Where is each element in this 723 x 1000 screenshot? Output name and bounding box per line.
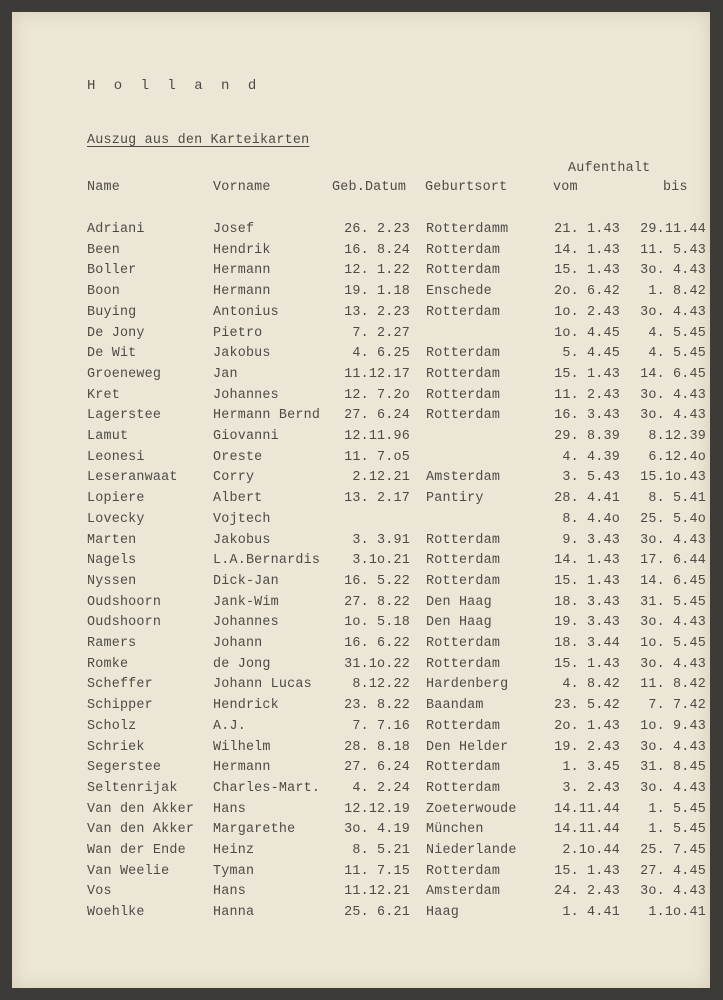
header-name: Name (87, 180, 120, 195)
cell-bis: 4. 5.45 (648, 326, 706, 341)
cell-geburtsort: Den Haag (426, 615, 492, 630)
cell-name: Schriek (87, 740, 145, 755)
cell-vom: 14. 1.43 (554, 553, 620, 568)
cell-vom: 3. 5.43 (562, 470, 620, 485)
cell-name: Leseranwaat (87, 470, 178, 485)
cell-geburtsort: Rotterdam (426, 553, 501, 568)
cell-geburtsort: Rotterdam (426, 864, 501, 879)
cell-geb-datum: 7. 2.27 (352, 326, 410, 341)
cell-geb-datum: 27. 8.22 (344, 595, 410, 610)
cell-name: Seltenrijak (87, 781, 178, 796)
page-subtitle: Auszug aus den Karteikarten (87, 133, 310, 148)
cell-vorname: Pietro (213, 326, 263, 341)
cell-vorname: Johann (213, 636, 263, 651)
cell-name: Vos (87, 884, 112, 899)
cell-vom: 29. 8.39 (554, 429, 620, 444)
cell-geburtsort: Rotterdam (426, 760, 501, 775)
cell-geb-datum: 27. 6.24 (344, 760, 410, 775)
cell-name: Schipper (87, 698, 153, 713)
cell-geb-datum: 16. 6.22 (344, 636, 410, 651)
cell-geburtsort: Rotterdam (426, 243, 501, 258)
cell-vom: 1. 3.45 (562, 760, 620, 775)
cell-vorname: Hermann (213, 760, 271, 775)
cell-geb-datum: 25. 6.21 (344, 905, 410, 920)
cell-vorname: Antonius (213, 305, 279, 320)
cell-vorname: Hendrick (213, 698, 279, 713)
cell-vom: 18. 3.43 (554, 595, 620, 610)
cell-name: Buying (87, 305, 137, 320)
cell-geb-datum: 26. 2.23 (344, 222, 410, 237)
cell-geburtsort: Amsterdam (426, 884, 501, 899)
cell-geburtsort: Rotterdam (426, 636, 501, 651)
cell-bis: 7. 7.42 (648, 698, 706, 713)
cell-vom: 14.11.44 (554, 802, 620, 817)
cell-vorname: Charles-Mart. (213, 781, 321, 796)
cell-vom: 2o. 1.43 (554, 719, 620, 734)
cell-geburtsort: Rotterdam (426, 574, 501, 589)
cell-vorname: Hanna (213, 905, 255, 920)
cell-bis: 15.1o.43 (640, 470, 706, 485)
cell-name: Marten (87, 533, 137, 548)
cell-geburtsort: Zoeterwoude (426, 802, 517, 817)
cell-vorname: Dick-Jan (213, 574, 279, 589)
cell-vom: 2o. 6.42 (554, 284, 620, 299)
cell-geb-datum: 3.1o.21 (352, 553, 410, 568)
header-geb-datum: Geb.Datum (332, 180, 407, 195)
cell-vom: 4. 8.42 (562, 677, 620, 692)
cell-vom: 15. 1.43 (554, 263, 620, 278)
cell-bis: 1. 8.42 (648, 284, 706, 299)
cell-name: Been (87, 243, 120, 258)
cell-bis: 3o. 4.43 (640, 388, 706, 403)
cell-vorname: Oreste (213, 450, 263, 465)
cell-geb-datum: 8. 5.21 (352, 843, 410, 858)
cell-geb-datum: 4. 2.24 (352, 781, 410, 796)
cell-bis: 1o. 9.43 (640, 719, 706, 734)
cell-name: Nagels (87, 553, 137, 568)
cell-bis: 14. 6.45 (640, 367, 706, 382)
cell-vorname: Hermann Bernd (213, 408, 321, 423)
cell-vom: 15. 1.43 (554, 574, 620, 589)
cell-geb-datum: 11.12.17 (344, 367, 410, 382)
cell-bis: 3o. 4.43 (640, 533, 706, 548)
cell-vorname: Johannes (213, 388, 279, 403)
cell-name: Oudshoorn (87, 595, 162, 610)
cell-geburtsort: Haag (426, 905, 459, 920)
cell-bis: 14. 6.45 (640, 574, 706, 589)
cell-geburtsort: Enschede (426, 284, 492, 299)
cell-geb-datum: 7. 7.16 (352, 719, 410, 734)
cell-name: Boller (87, 263, 137, 278)
cell-vom: 1o. 4.45 (554, 326, 620, 341)
cell-vorname: Giovanni (213, 429, 279, 444)
cell-bis: 1. 5.45 (648, 822, 706, 837)
cell-geb-datum: 16. 5.22 (344, 574, 410, 589)
cell-vom: 14. 1.43 (554, 243, 620, 258)
cell-vorname: Heinz (213, 843, 255, 858)
cell-name: Lagerstee (87, 408, 162, 423)
cell-name: Romke (87, 657, 129, 672)
cell-vom: 15. 1.43 (554, 657, 620, 672)
cell-name: Groeneweg (87, 367, 162, 382)
cell-vorname: A.J. (213, 719, 246, 734)
cell-geb-datum: 8.12.22 (352, 677, 410, 692)
cell-geb-datum: 16. 8.24 (344, 243, 410, 258)
cell-name: Van Weelie (87, 864, 170, 879)
document-page (12, 12, 710, 988)
cell-vom: 23. 5.42 (554, 698, 620, 713)
cell-vorname: Margarethe (213, 822, 296, 837)
cell-name: Ramers (87, 636, 137, 651)
header-vom: vom (553, 180, 578, 195)
cell-geburtsort: Pantiry (426, 491, 484, 506)
cell-name: Scholz (87, 719, 137, 734)
cell-bis: 11. 8.42 (640, 677, 706, 692)
cell-name: Woehlke (87, 905, 145, 920)
cell-geburtsort: Rotterdamm (426, 222, 509, 237)
cell-vorname: Hermann (213, 263, 271, 278)
cell-geburtsort: Rotterdam (426, 346, 501, 361)
cell-name: Lamut (87, 429, 129, 444)
cell-geb-datum: 11. 7.15 (344, 864, 410, 879)
cell-vorname: Hermann (213, 284, 271, 299)
cell-vom: 1o. 2.43 (554, 305, 620, 320)
cell-vorname: Jan (213, 367, 238, 382)
cell-name: Kret (87, 388, 120, 403)
cell-vorname: Corry (213, 470, 255, 485)
cell-name: Lopiere (87, 491, 145, 506)
cell-vorname: Wilhelm (213, 740, 271, 755)
cell-vom: 1. 4.41 (562, 905, 620, 920)
cell-geb-datum: 2.12.21 (352, 470, 410, 485)
cell-geburtsort: Den Haag (426, 595, 492, 610)
cell-bis: 3o. 4.43 (640, 305, 706, 320)
cell-bis: 3o. 4.43 (640, 657, 706, 672)
cell-vom: 19. 3.43 (554, 615, 620, 630)
cell-bis: 4. 5.45 (648, 346, 706, 361)
cell-name: Boon (87, 284, 120, 299)
cell-geburtsort: München (426, 822, 484, 837)
cell-vom: 15. 1.43 (554, 864, 620, 879)
cell-geb-datum: 12. 7.2o (344, 388, 410, 403)
cell-vom: 4. 4.39 (562, 450, 620, 465)
cell-name: Scheffer (87, 677, 153, 692)
cell-bis: 3o. 4.43 (640, 408, 706, 423)
cell-geb-datum: 4. 6.25 (352, 346, 410, 361)
cell-vom: 24. 2.43 (554, 884, 620, 899)
cell-bis: 3o. 4.43 (640, 615, 706, 630)
cell-vom: 18. 3.44 (554, 636, 620, 651)
cell-geb-datum: 11.12.21 (344, 884, 410, 899)
cell-geb-datum: 3. 3.91 (352, 533, 410, 548)
cell-geburtsort: Rotterdam (426, 408, 501, 423)
cell-geburtsort: Rotterdam (426, 719, 501, 734)
cell-geb-datum: 19. 1.18 (344, 284, 410, 299)
cell-geburtsort: Baandam (426, 698, 484, 713)
cell-geburtsort: Rotterdam (426, 533, 501, 548)
cell-vom: 3. 2.43 (562, 781, 620, 796)
cell-geburtsort: Rotterdam (426, 367, 501, 382)
cell-geb-datum: 12. 1.22 (344, 263, 410, 278)
cell-vorname: de Jong (213, 657, 271, 672)
cell-vom: 8. 4.4o (562, 512, 620, 527)
cell-geburtsort: Rotterdam (426, 263, 501, 278)
cell-name: Oudshoorn (87, 615, 162, 630)
cell-vorname: Johann Lucas (213, 677, 312, 692)
cell-geb-datum: 1o. 5.18 (344, 615, 410, 630)
cell-name: Leonesi (87, 450, 145, 465)
cell-name: Van den Akker (87, 802, 195, 817)
cell-vorname: Josef (213, 222, 255, 237)
cell-vom: 19. 2.43 (554, 740, 620, 755)
cell-bis: 3o. 4.43 (640, 740, 706, 755)
header-aufenthalt: Aufenthalt (568, 161, 651, 176)
cell-vorname: Jakobus (213, 533, 271, 548)
cell-geburtsort: Rotterdam (426, 781, 501, 796)
header-bis: bis (663, 180, 688, 195)
cell-vorname: Vojtech (213, 512, 271, 527)
cell-bis: 8. 5.41 (648, 491, 706, 506)
cell-geburtsort: Rotterdam (426, 388, 501, 403)
cell-vorname: Albert (213, 491, 263, 506)
cell-name: De Jony (87, 326, 145, 341)
cell-geb-datum: 12.11.96 (344, 429, 410, 444)
cell-geb-datum: 3o. 4.19 (344, 822, 410, 837)
cell-name: Wan der Ende (87, 843, 186, 858)
cell-vom: 28. 4.41 (554, 491, 620, 506)
cell-geb-datum: 11. 7.o5 (344, 450, 410, 465)
cell-vom: 5. 4.45 (562, 346, 620, 361)
cell-vorname: Tyman (213, 864, 255, 879)
cell-name: Van den Akker (87, 822, 195, 837)
cell-bis: 11. 5.43 (640, 243, 706, 258)
cell-geb-datum: 31.1o.22 (344, 657, 410, 672)
cell-bis: 6.12.4o (648, 450, 706, 465)
cell-geburtsort: Amsterdam (426, 470, 501, 485)
cell-bis: 3o. 4.43 (640, 781, 706, 796)
cell-vorname: L.A.Bernardis (213, 553, 321, 568)
cell-name: Segerstee (87, 760, 162, 775)
cell-geb-datum: 28. 8.18 (344, 740, 410, 755)
cell-bis: 3o. 4.43 (640, 263, 706, 278)
cell-name: Lovecky (87, 512, 145, 527)
header-vorname: Vorname (213, 180, 271, 195)
cell-vom: 9. 3.43 (562, 533, 620, 548)
cell-geb-datum: 12.12.19 (344, 802, 410, 817)
cell-vom: 11. 2.43 (554, 388, 620, 403)
cell-geburtsort: Niederlande (426, 843, 517, 858)
cell-bis: 31. 8.45 (640, 760, 706, 775)
cell-bis: 29.11.44 (640, 222, 706, 237)
cell-bis: 1. 5.45 (648, 802, 706, 817)
cell-geb-datum: 13. 2.17 (344, 491, 410, 506)
cell-name: De Wit (87, 346, 137, 361)
cell-vom: 14.11.44 (554, 822, 620, 837)
cell-bis: 8.12.39 (648, 429, 706, 444)
cell-vorname: Hans (213, 802, 246, 817)
cell-vom: 16. 3.43 (554, 408, 620, 423)
cell-vorname: Hendrik (213, 243, 271, 258)
cell-bis: 17. 6.44 (640, 553, 706, 568)
cell-geburtsort: Rotterdam (426, 305, 501, 320)
cell-bis: 1.1o.41 (648, 905, 706, 920)
cell-bis: 25. 5.4o (640, 512, 706, 527)
cell-name: Adriani (87, 222, 145, 237)
cell-bis: 1o. 5.45 (640, 636, 706, 651)
cell-vom: 2.1o.44 (562, 843, 620, 858)
header-geburtsort: Geburtsort (425, 180, 508, 195)
cell-name: Nyssen (87, 574, 137, 589)
cell-geburtsort: Rotterdam (426, 657, 501, 672)
page-title: H o l l a n d (87, 78, 262, 94)
cell-bis: 27. 4.45 (640, 864, 706, 879)
cell-vorname: Jank-Wim (213, 595, 279, 610)
cell-geb-datum: 27. 6.24 (344, 408, 410, 423)
cell-vorname: Hans (213, 884, 246, 899)
cell-bis: 31. 5.45 (640, 595, 706, 610)
cell-vorname: Johannes (213, 615, 279, 630)
cell-vom: 15. 1.43 (554, 367, 620, 382)
cell-geb-datum: 23. 8.22 (344, 698, 410, 713)
cell-vorname: Jakobus (213, 346, 271, 361)
cell-geburtsort: Den Helder (426, 740, 509, 755)
cell-geb-datum: 13. 2.23 (344, 305, 410, 320)
cell-bis: 25. 7.45 (640, 843, 706, 858)
cell-geburtsort: Hardenberg (426, 677, 509, 692)
cell-vom: 21. 1.43 (554, 222, 620, 237)
cell-bis: 3o. 4.43 (640, 884, 706, 899)
